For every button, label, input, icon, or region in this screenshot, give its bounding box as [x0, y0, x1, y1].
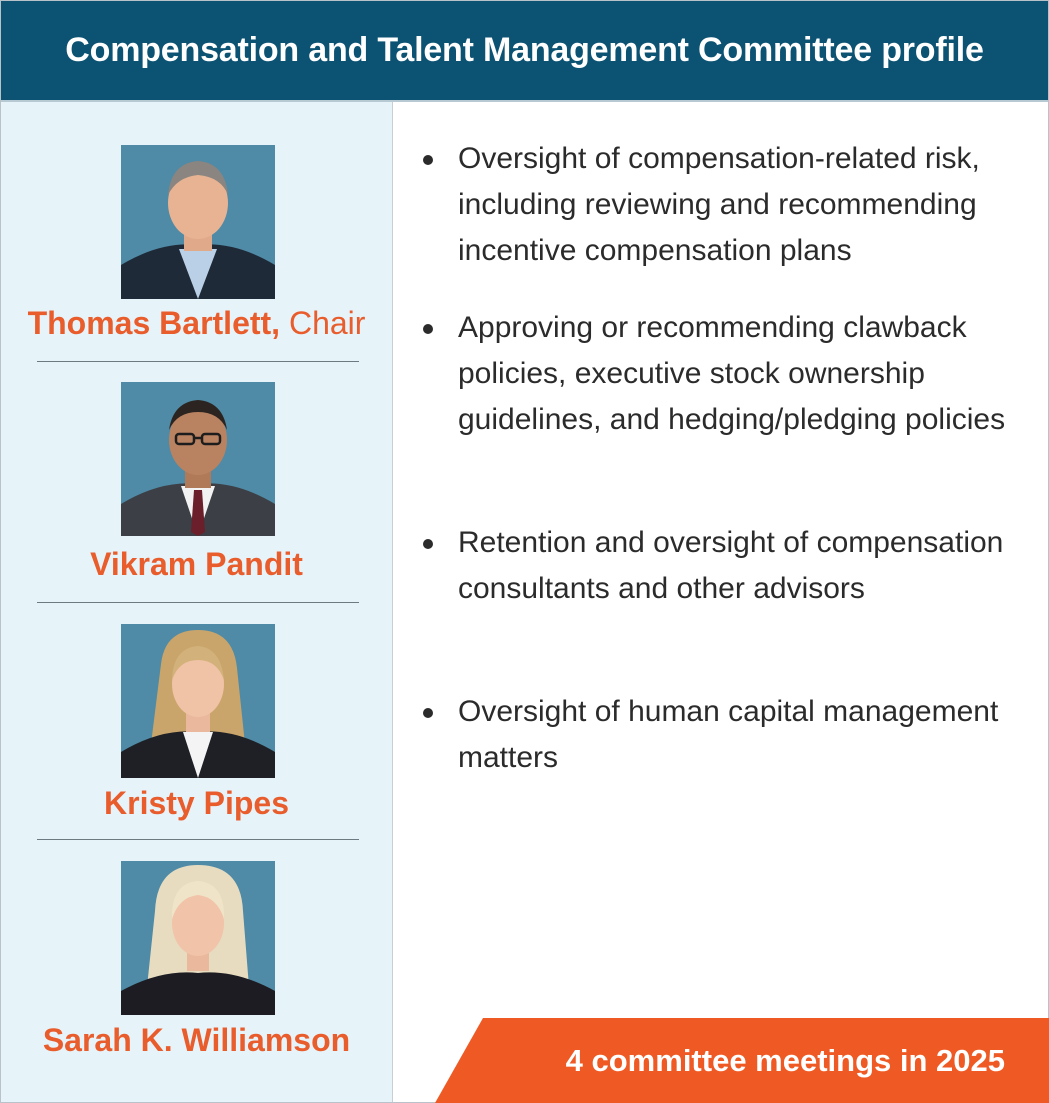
bullet-icon	[423, 539, 433, 549]
list-item-text: Oversight of human capital management matters	[458, 695, 999, 774]
responsibilities-panel	[393, 102, 1048, 1102]
list-item-text: Approving or recommending clawback policies, executive stock ownership guidelines, and hedging/pledging policies	[458, 311, 1006, 436]
list-item-text: Retention and oversight of compensation consultants and other advisors	[458, 526, 1004, 605]
member-photo	[121, 382, 275, 536]
member-name	[1, 305, 392, 342]
divider	[37, 839, 359, 840]
member-name-text: Kristy Pipes	[104, 785, 289, 821]
divider	[37, 602, 359, 603]
member-name	[1, 785, 392, 822]
member-name-text: Sarah K. Williamson	[42, 1022, 351, 1058]
meetings-count-text: 4 committee meetings in 2025	[565, 1042, 1005, 1078]
list-item-text: Oversight of compensation-related risk, including reviewing and recommending incentive compensation plans	[458, 142, 980, 267]
member-photo	[121, 624, 275, 778]
portrait-photo-icon	[121, 145, 275, 299]
members-panel	[1, 102, 393, 1102]
member-name	[1, 1022, 392, 1059]
member-name	[1, 546, 392, 583]
portrait-photo-icon	[121, 861, 275, 1015]
portrait-photo-icon	[121, 382, 275, 536]
member-role: Chair	[288, 305, 366, 341]
bullet-icon	[423, 155, 433, 165]
meetings-banner	[435, 1018, 1049, 1103]
member-name-text: Vikram Pandit	[90, 546, 303, 582]
portrait-photo-icon	[121, 624, 275, 778]
page-title: Compensation and Talent Management Committee profile	[65, 31, 984, 69]
member-photo	[121, 145, 275, 299]
member-name-text: Thomas Bartlett,	[27, 305, 281, 341]
member-photo	[121, 861, 275, 1015]
header-bar	[1, 1, 1048, 102]
bullet-icon	[423, 708, 433, 718]
bullet-icon	[423, 324, 433, 334]
divider	[37, 361, 359, 362]
